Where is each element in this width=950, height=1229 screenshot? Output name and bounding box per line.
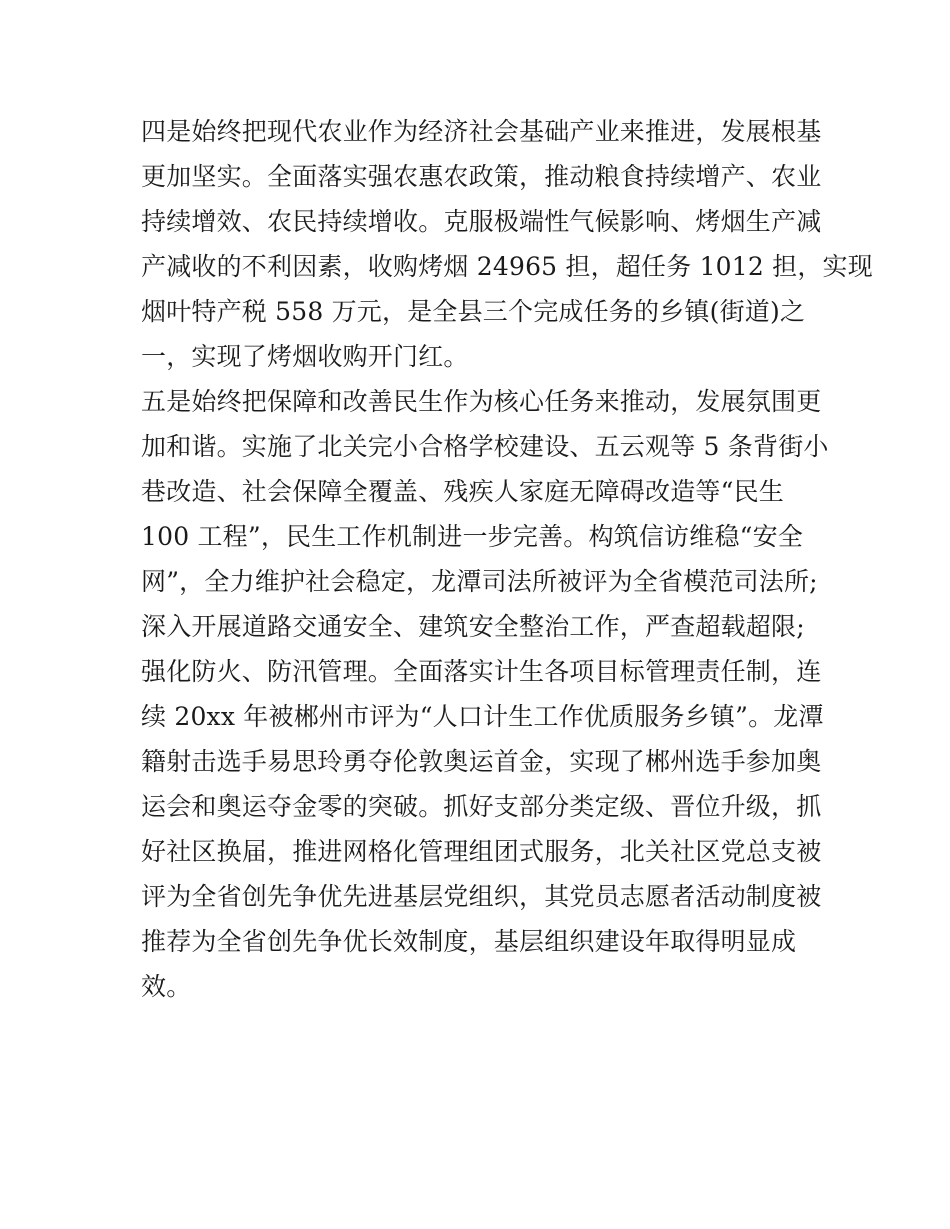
- paragraph-livelihood: [141, 379, 829, 1009]
- text-line: 产减收的不利因素，收购烤烟 24965 担，超任务 1012 担，实现: [141, 252, 873, 281]
- text-line: 加和谐。实施了北关完小合格学校建设、五云观等 5 条背街小: [141, 432, 829, 461]
- text-line: 评为全省创先争优先进基层党组织，其党员志愿者活动制度被: [141, 882, 822, 911]
- document-page: [141, 109, 873, 1009]
- text-line: 深入开展道路交通安全、建筑安全整治工作，严查超载超限;: [141, 612, 805, 641]
- text-line: 持续增效、农民持续增收。克服极端性气候影响、烤烟生产减: [141, 207, 822, 236]
- text-line: 强化防火、防汛管理。全面落实计生各项目标管理责任制，连: [141, 657, 822, 686]
- text-line: 五是始终把保障和改善民生作为核心任务来推动，发展氛围更: [141, 387, 822, 416]
- text-line: 效。: [141, 972, 192, 1001]
- text-line: 一，实现了烤烟收购开门红。: [141, 342, 469, 371]
- text-line: 巷改造、社会保障全覆盖、残疾人家庭无障碍改造等“民生: [141, 477, 784, 506]
- text-line: 推荐为全省创先争优长效制度，基层组织建设年取得明显成: [141, 927, 797, 956]
- text-line: 烟叶特产税 558 万元，是全县三个完成任务的乡镇(街道)之: [141, 297, 806, 326]
- text-line: 更加坚实。全面落实强农惠农政策，推动粮食持续增产、农业: [141, 162, 822, 191]
- paragraph-agriculture: [141, 109, 873, 379]
- text-line: 四是始终把现代农业作为经济社会基础产业来推进，发展根基: [141, 117, 822, 146]
- text-line: 续 20xx 年被郴州市评为“人口计生工作优质服务乡镇”。龙潭: [141, 702, 824, 731]
- text-line: 好社区换届，推进网格化管理组团式服务，北关社区党总支被: [141, 837, 822, 866]
- text-line: 网”，全力维护社会稳定，龙潭司法所被评为全省模范司法所;: [141, 567, 818, 596]
- text-line: 100 工程”，民生工作机制进一步完善。构筑信访维稳“安全: [141, 522, 804, 551]
- text-line: 籍射击选手易思玲勇夺伦敦奥运首金，实现了郴州选手参加奥: [141, 747, 822, 776]
- text-line: 运会和奥运夺金零的突破。抓好支部分类定级、晋位升级，抓: [141, 792, 822, 821]
